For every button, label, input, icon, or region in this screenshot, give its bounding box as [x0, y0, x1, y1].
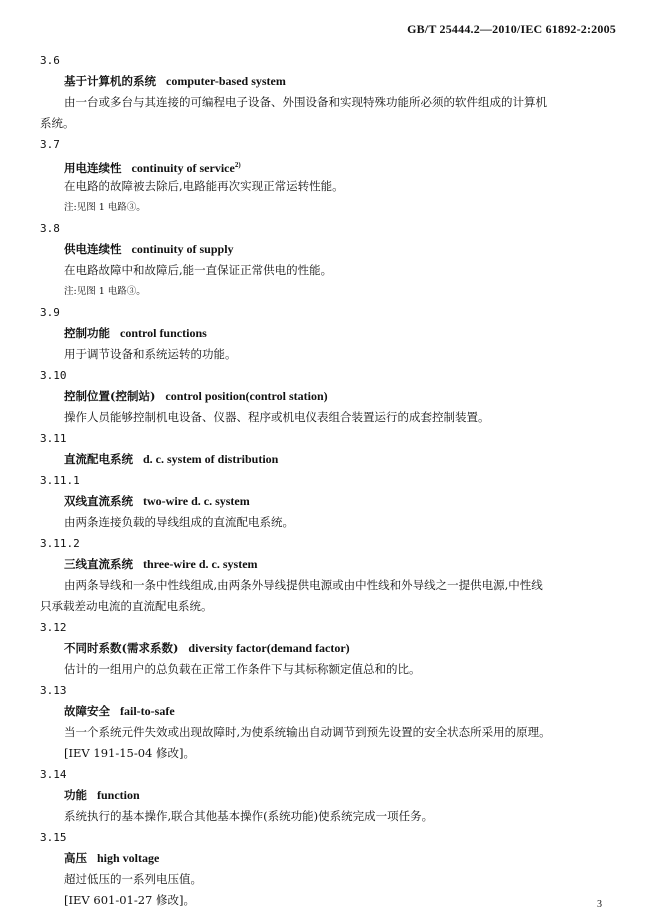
- definition: 估计的一组用户的总负载在正常工作条件下与其标称额定值总和的比。: [64, 662, 421, 676]
- term-chinese: 控制位置(控制站): [64, 389, 156, 403]
- term-heading: [40, 155, 624, 176]
- term-heading: [40, 638, 624, 659]
- definition: 在电路的故障被去除后,电路能再次实现正常运转性能。: [64, 179, 344, 193]
- term-entry-3-7: [40, 134, 624, 218]
- term-heading: [40, 491, 624, 512]
- clause-number: 3.15: [40, 831, 67, 844]
- clause-number: 3.10: [40, 369, 67, 382]
- term-chinese: 故障安全: [64, 704, 110, 718]
- definition: 当一个系统元件失效或出现故障时,为使系统输出自动调节到预先设置的安全状态所采用的原理。: [64, 725, 551, 739]
- source-reference: [IEV 191-15-04 修改]。: [64, 746, 196, 760]
- term-heading: [40, 554, 624, 575]
- note: 注:见图 1 电路③。: [64, 286, 146, 297]
- definition: 操作人员能够控制机电设备、仪器、程序或机电仪表组合装置运行的成套控制装置。: [64, 410, 490, 424]
- definition-continuation: 只承载差动电流的直流配电系统。: [40, 599, 213, 613]
- term-chinese: 控制功能: [64, 326, 110, 340]
- term-entry-3-11: [40, 428, 624, 470]
- clause-number: 3.11: [40, 432, 67, 445]
- term-heading: [40, 701, 624, 722]
- term-chinese: 直流配电系统: [64, 452, 133, 466]
- term-chinese: 功能: [64, 788, 87, 802]
- document-body: [40, 50, 624, 911]
- term-entry-3-11-2: [40, 533, 624, 617]
- term-entry-3-6: [40, 50, 624, 134]
- definition: 由两条导线和一条中性线组成,由两条外导线提供电源或由中性线和外导线之一提供电源,中性线: [64, 578, 543, 592]
- clause-number: 3.6: [40, 54, 60, 67]
- term-chinese: 不同时系数(需求系数): [64, 641, 179, 655]
- clause-number: 3.8: [40, 222, 60, 235]
- term-chinese: 双线直流系统: [64, 494, 133, 508]
- term-english: continuity of supply: [131, 242, 234, 256]
- term-heading: [40, 848, 624, 869]
- clause-number: 3.9: [40, 306, 60, 319]
- term-english: three-wire d. c. system: [143, 557, 258, 571]
- term-english: high voltage: [97, 851, 160, 865]
- definition: 由一台或多台与其连接的可编程电子设备、外围设备和实现特殊功能所必须的软件组成的计算机: [64, 95, 547, 109]
- term-entry-3-9: [40, 302, 624, 365]
- term-heading: [40, 785, 624, 806]
- term-entry-3-11-1: [40, 470, 624, 533]
- term-heading: [40, 71, 624, 92]
- term-heading: [40, 239, 624, 260]
- term-entry-3-14: [40, 764, 624, 827]
- document-header: GB/T 25444.2—2010/IEC 61892-2:2005: [407, 22, 616, 36]
- definition: 用于调节设备和系统运转的功能。: [64, 347, 237, 361]
- term-english: two-wire d. c. system: [143, 494, 250, 508]
- term-english: continuity of service: [131, 161, 235, 175]
- term-heading: [40, 323, 624, 344]
- term-chinese: 基于计算机的系统: [64, 74, 156, 88]
- definition: 由两条连接负载的导线组成的直流配电系统。: [64, 515, 294, 529]
- term-chinese: 三线直流系统: [64, 557, 133, 571]
- term-english: control position(control station): [165, 389, 328, 403]
- term-english: fail-to-safe: [120, 704, 175, 718]
- source-reference: [IEV 601-01-27 修改]。: [64, 893, 196, 907]
- term-english: diversity factor(demand factor): [188, 641, 350, 655]
- term-english: control functions: [120, 326, 207, 340]
- term-entry-3-15: [40, 827, 624, 911]
- term-chinese: 供电连续性: [64, 242, 122, 256]
- definition: 系统执行的基本操作,联合其他基本操作(系统功能)使系统完成一项任务。: [64, 809, 434, 823]
- clause-number: 3.11.1: [40, 474, 80, 487]
- clause-number: 3.13: [40, 684, 67, 697]
- term-chinese: 用电连续性: [64, 161, 122, 175]
- definition: 在电路故障中和故障后,能一直保证正常供电的性能。: [64, 263, 333, 277]
- term-heading: [40, 386, 624, 407]
- definition-continuation: 系统。: [40, 116, 75, 130]
- term-entry-3-10: [40, 365, 624, 428]
- clause-number: 3.12: [40, 621, 67, 634]
- term-chinese: 高压: [64, 851, 87, 865]
- term-english: function: [97, 788, 140, 802]
- term-english: d. c. system of distribution: [143, 452, 279, 466]
- term-entry-3-12: [40, 617, 624, 680]
- clause-number: 3.14: [40, 768, 67, 781]
- clause-number: 3.7: [40, 138, 60, 151]
- term-entry-3-13: [40, 680, 624, 764]
- term-entry-3-8: [40, 218, 624, 302]
- term-english: computer-based system: [166, 74, 286, 88]
- definition: 超过低压的一系列电压值。: [64, 872, 202, 886]
- footnote-marker: 2): [234, 161, 241, 169]
- note: 注:见图 1 电路③。: [64, 202, 146, 213]
- page-number: 3: [597, 899, 602, 910]
- term-heading: [40, 449, 624, 470]
- clause-number: 3.11.2: [40, 537, 80, 550]
